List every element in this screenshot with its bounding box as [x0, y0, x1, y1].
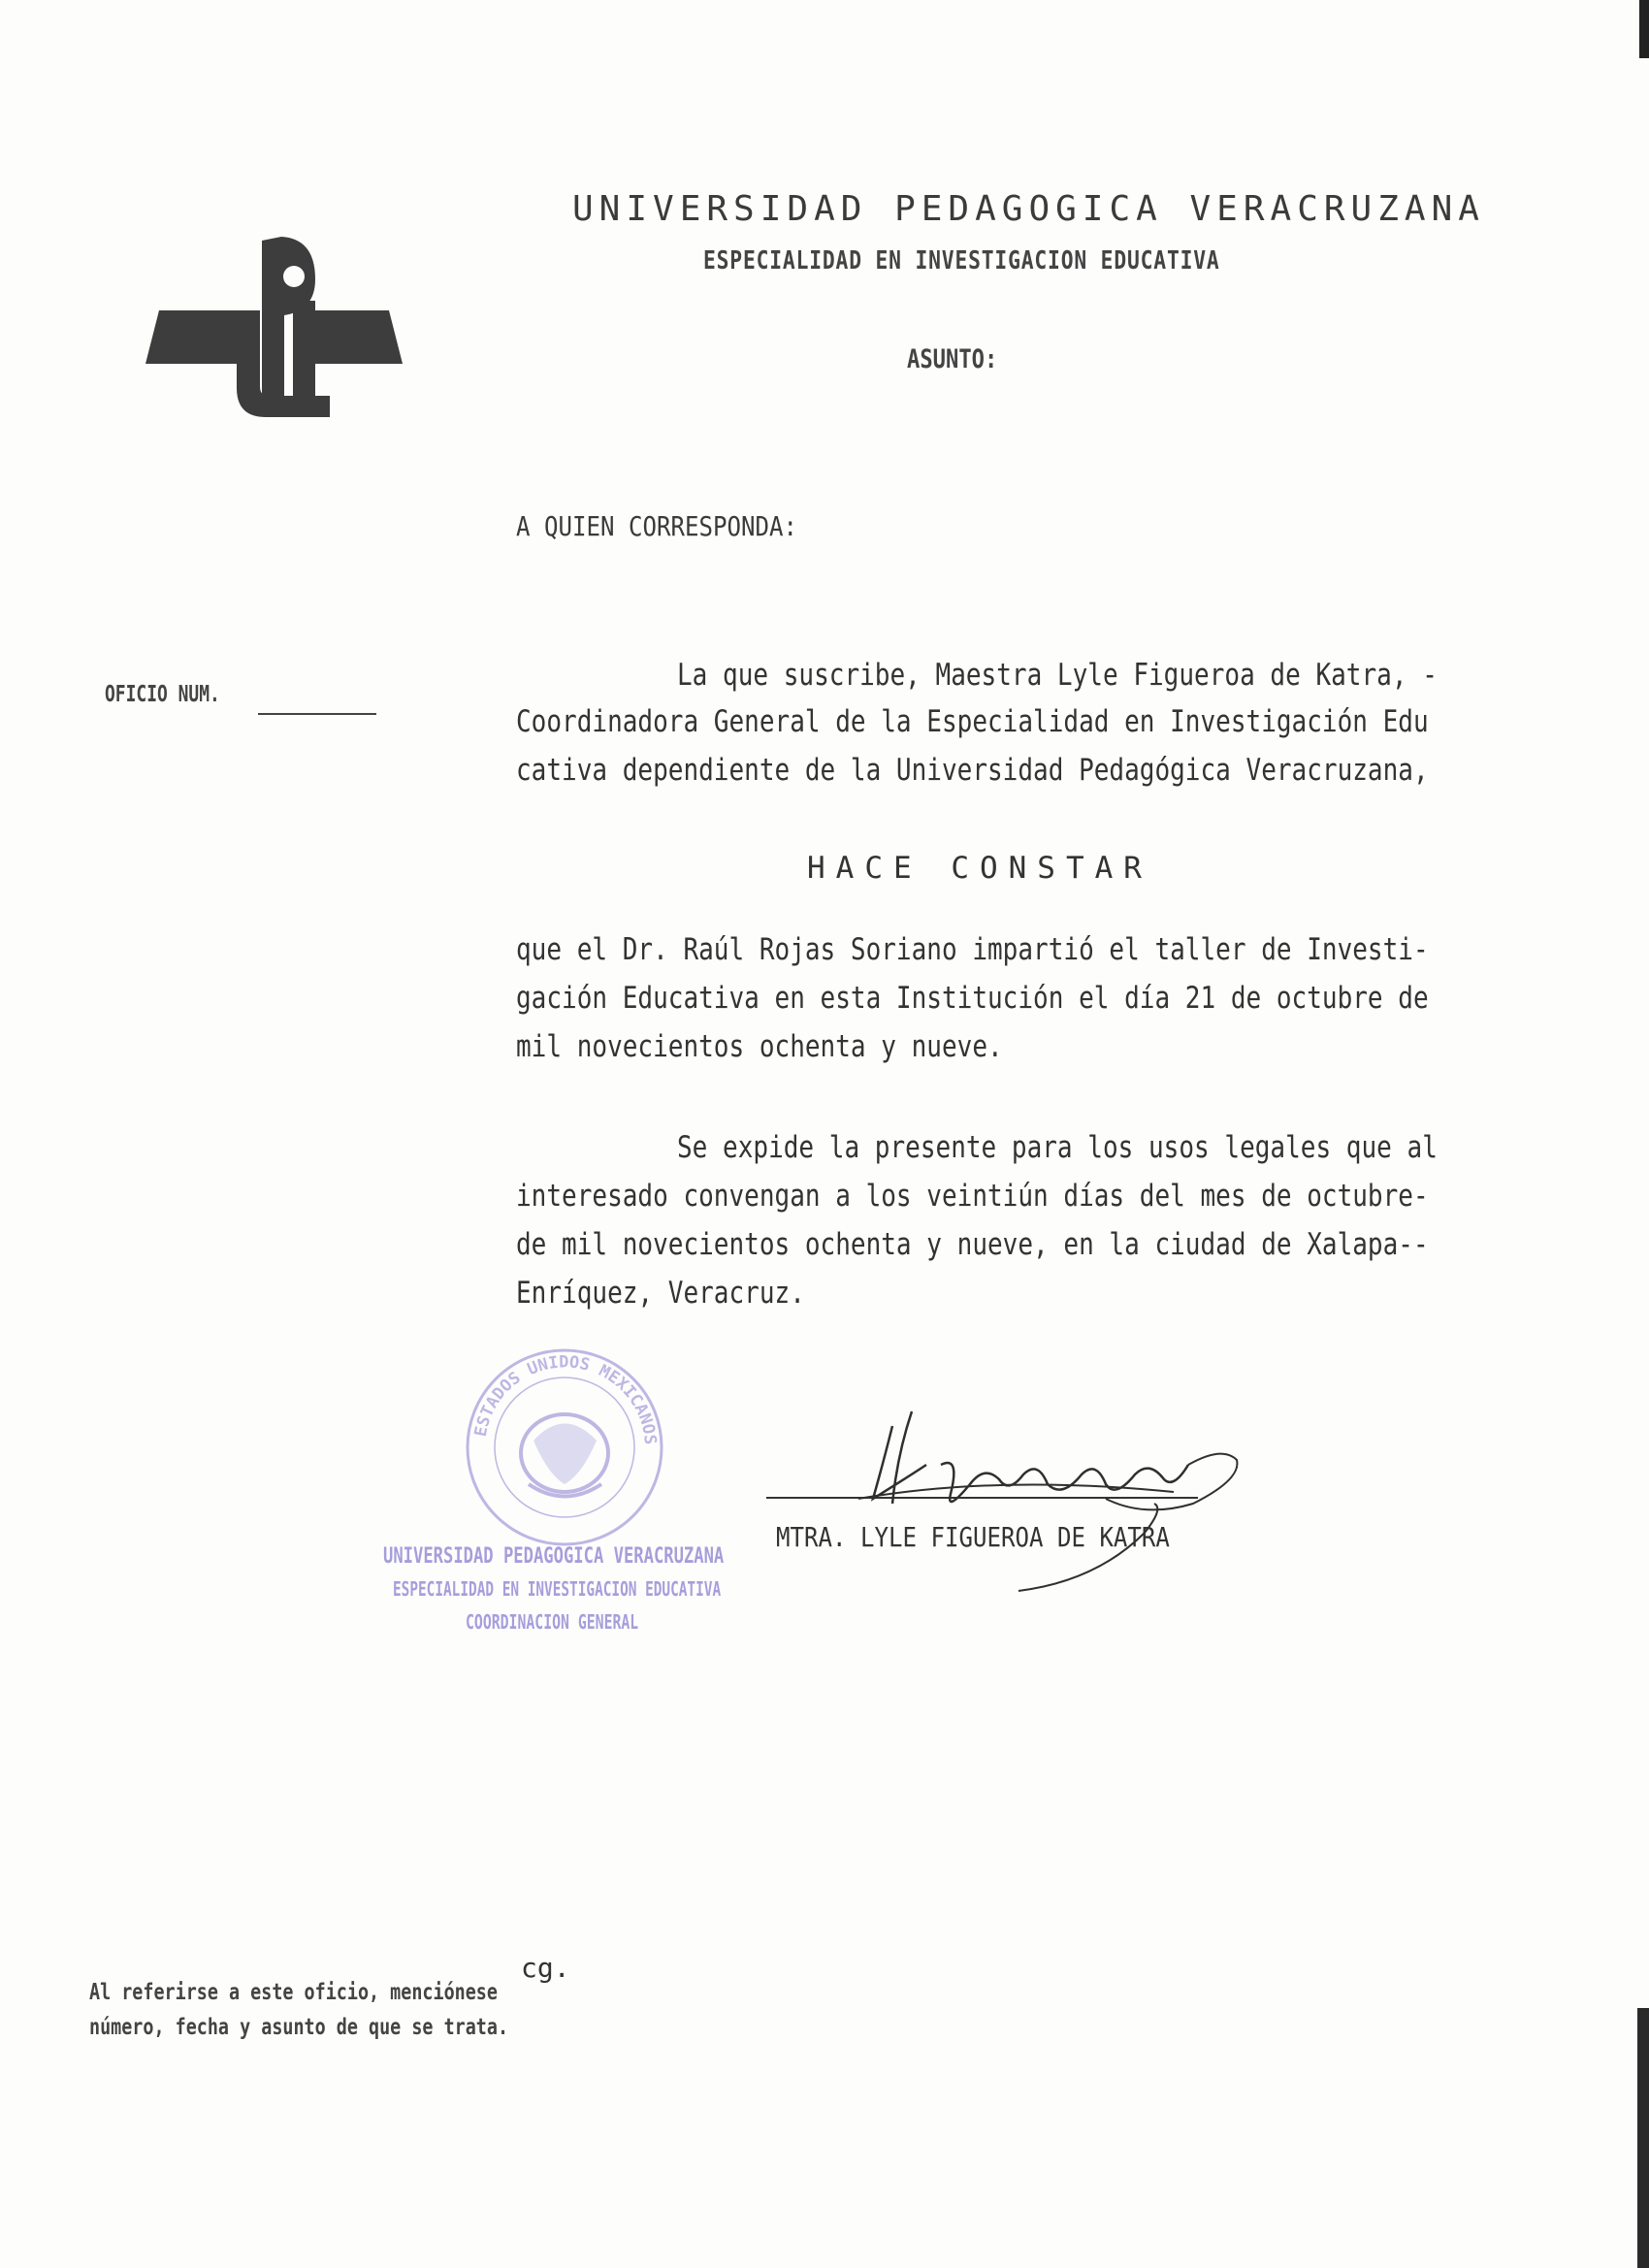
intro-line: Coordinadora General de la Especialidad en Investigación Edu [516, 704, 1429, 739]
scan-edge-top [1639, 0, 1649, 58]
body-line: gación Educativa en esta Institución el día 21 de octubre de [516, 981, 1429, 1016]
official-seal-stamp [456, 1339, 674, 1557]
seal-legend: ESTADOS UNIDOS MEXICANOS [470, 1352, 661, 1446]
closing-line: interesado convengan a los veintiún días del mes de octubre- [516, 1179, 1429, 1214]
stamp-line: UNIVERSIDAD PEDAGOGICA VERACRUZANA [383, 1544, 725, 1569]
intro-line: cativa dependiente de la Universidad Pedagógica Veracruzana, [516, 753, 1429, 788]
scan-edge-bottom [1637, 2008, 1649, 2268]
intro-line: La que suscribe, Maestra Lyle Figueroa de Katra, - [677, 658, 1438, 693]
footer-note-line: número, fecha y asunto de que se trata. [89, 2015, 509, 2040]
signer-name: MTRA. LYLE FIGUEROA DE KATRA [776, 1521, 1170, 1553]
reference-number-blank [258, 713, 376, 715]
certify-heading: HACE CONSTAR [807, 851, 1152, 886]
handwritten-signature [854, 1407, 1261, 1610]
closing-line: Enríquez, Veracruz. [516, 1276, 805, 1311]
stamp-line: ESPECIALIDAD EN INVESTIGACION EDUCATIVA [393, 1577, 722, 1601]
body-line: que el Dr. Raúl Rojas Soriano impartió el taller de Investi- [516, 932, 1429, 967]
footer-note-line: Al referirse a este oficio, menciónese [89, 1980, 498, 2005]
closing-line: Se expide la presente para los usos legales que al [677, 1130, 1438, 1165]
subject-label: ASUNTO: [907, 344, 998, 374]
department-name: ESPECIALIDAD EN INVESTIGACION EDUCATIVA [703, 246, 1220, 275]
reference-number-label: OFICIO NUM. [105, 682, 220, 707]
body-line: mil novecientos ochenta y nueve. [516, 1029, 1003, 1064]
institution-name: UNIVERSIDAD PEDAGOGICA VERACRUZANA [572, 189, 1485, 229]
typist-initials: cg. [521, 1952, 570, 1984]
university-logo [146, 233, 403, 417]
closing-line: de mil novecientos ochenta y nueve, en la ciudad de Xalapa-- [516, 1227, 1429, 1262]
greeting: A QUIEN CORRESPONDA: [516, 510, 797, 542]
stamp-line: COORDINACION GENERAL [466, 1610, 639, 1634]
